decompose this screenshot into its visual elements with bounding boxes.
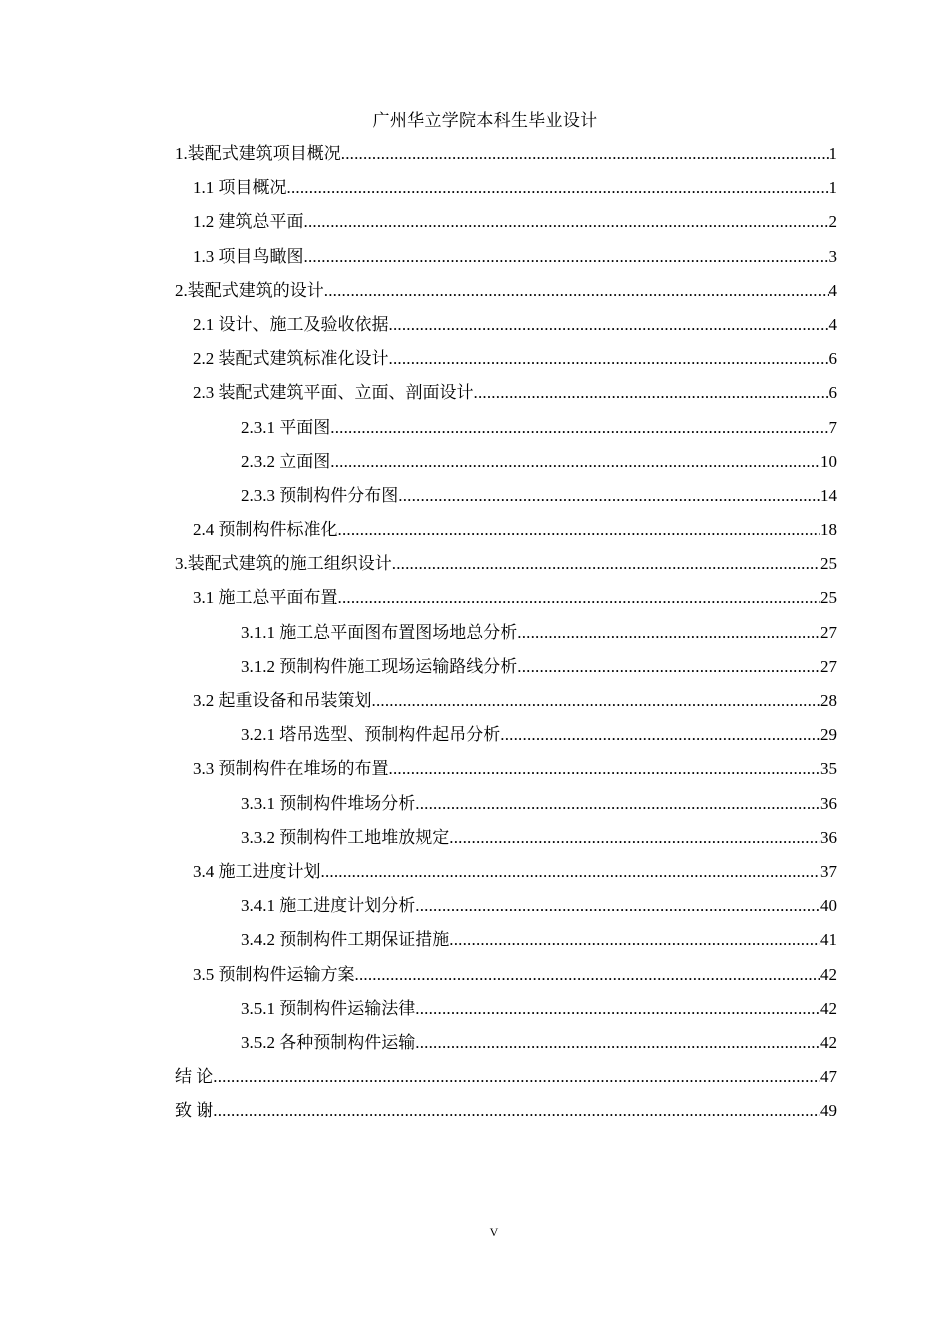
toc-entry-page-number: 42 xyxy=(820,1032,837,1052)
toc-entry-title: 3.3.1 预制构件堆场分析 xyxy=(241,793,416,813)
page-number: V xyxy=(489,1225,499,1239)
toc-entry-page-number: 7 xyxy=(828,417,837,437)
toc-entry[interactable] xyxy=(175,279,837,313)
toc-entry-title: 2.3.1 平面图 xyxy=(241,417,331,437)
toc-entry[interactable] xyxy=(175,1065,837,1099)
toc-entry-page-number: 27 xyxy=(820,656,837,676)
toc-entry-page-number: 35 xyxy=(820,759,837,779)
toc-entry-page-number: 18 xyxy=(820,520,837,540)
toc-entry[interactable] xyxy=(175,928,837,962)
toc-entry-page-number: 25 xyxy=(820,554,837,574)
toc-entry-title: 2.2 装配式建筑标准化设计 xyxy=(193,349,389,369)
toc-entry[interactable] xyxy=(175,313,837,347)
toc-entry-page-number: 40 xyxy=(820,896,837,916)
table-of-contents xyxy=(175,142,837,1133)
toc-dot-leader xyxy=(304,245,829,269)
toc-entry-page-number: 6 xyxy=(828,383,837,403)
toc-entry-title: 3.5.1 预制构件运输法律 xyxy=(241,998,416,1018)
toc-entry[interactable] xyxy=(175,860,837,894)
toc-entry-title: 2.4 预制构件标准化 xyxy=(193,520,338,540)
toc-dot-leader xyxy=(392,552,820,576)
toc-entry[interactable] xyxy=(175,347,837,381)
toc-dot-leader xyxy=(321,860,821,884)
toc-entry[interactable] xyxy=(175,826,837,860)
toc-entry-page-number: 6 xyxy=(828,349,837,369)
toc-dot-leader xyxy=(341,142,829,166)
toc-dot-leader xyxy=(474,381,829,405)
toc-entry[interactable] xyxy=(175,997,837,1031)
toc-entry-title: 3.1 施工总平面布置 xyxy=(193,588,338,608)
toc-entry-page-number: 1 xyxy=(828,144,837,163)
toc-dot-leader xyxy=(304,210,829,234)
toc-entry-page-number: 4 xyxy=(828,314,837,334)
toc-entry[interactable] xyxy=(175,757,837,791)
toc-entry-title: 2.1 设计、施工及验收依据 xyxy=(193,314,389,334)
toc-entry[interactable] xyxy=(175,689,837,723)
toc-entry-title: 2.3.2 立面图 xyxy=(241,451,331,471)
toc-dot-leader xyxy=(415,997,820,1021)
toc-dot-leader xyxy=(372,689,821,713)
toc-dot-leader xyxy=(213,1065,820,1089)
toc-entry-title: 3.3.2 预制构件工地堆放规定 xyxy=(241,827,450,847)
toc-entry-title: 1.2 建筑总平面 xyxy=(193,212,304,232)
toc-entry-title: 3.4 施工进度计划 xyxy=(193,861,321,881)
toc-entry-page-number: 47 xyxy=(820,1067,837,1087)
toc-dot-leader xyxy=(415,894,820,918)
toc-dot-leader xyxy=(213,1099,820,1123)
toc-dot-leader xyxy=(415,1031,820,1055)
toc-entry-page-number: 37 xyxy=(820,861,837,881)
toc-entry[interactable] xyxy=(175,792,837,826)
toc-entry-page-number: 4 xyxy=(828,280,837,300)
toc-entry[interactable] xyxy=(175,1031,837,1065)
toc-entry-page-number: 27 xyxy=(820,622,837,642)
toc-entry-title: 1.装配式建筑项目概况 xyxy=(175,144,341,163)
toc-dot-leader xyxy=(449,928,820,952)
toc-entry-page-number: 42 xyxy=(820,964,837,984)
toc-entry[interactable] xyxy=(175,245,837,279)
toc-entry[interactable] xyxy=(175,381,837,415)
toc-dot-leader xyxy=(330,416,828,440)
toc-entry[interactable] xyxy=(175,586,837,620)
toc-entry[interactable] xyxy=(175,450,837,484)
toc-entry-page-number: 14 xyxy=(820,485,837,505)
toc-entry[interactable] xyxy=(175,518,837,552)
toc-entry-title: 3.4.1 施工进度计划分析 xyxy=(241,896,416,916)
toc-entry-title: 3.5.2 各种预制构件运输 xyxy=(241,1032,416,1052)
toc-dot-leader xyxy=(415,792,820,816)
page-header-title: 广州华立学院本科生毕业设计 xyxy=(372,111,598,130)
toc-dot-leader xyxy=(398,484,820,508)
toc-dot-leader xyxy=(500,723,820,747)
toc-entry-title: 2.3.3 预制构件分布图 xyxy=(241,485,399,505)
toc-entry[interactable] xyxy=(175,894,837,928)
toc-dot-leader xyxy=(517,655,820,679)
toc-entry-title: 2.装配式建筑的设计 xyxy=(175,280,324,300)
toc-entry-title: 结 论 xyxy=(175,1067,214,1087)
toc-dot-leader xyxy=(389,347,829,371)
toc-dot-leader xyxy=(355,963,821,987)
toc-dot-leader xyxy=(338,518,821,542)
toc-entry-page-number: 28 xyxy=(820,691,837,710)
toc-entry-title: 1.1 项目概况 xyxy=(193,178,287,198)
toc-entry-title: 3.3 预制构件在堆场的布置 xyxy=(193,759,389,779)
toc-dot-leader xyxy=(338,586,821,610)
toc-entry-page-number: 1 xyxy=(828,178,837,198)
toc-entry-page-number: 36 xyxy=(820,793,837,813)
toc-dot-leader xyxy=(389,757,821,781)
toc-entry[interactable] xyxy=(175,723,837,757)
toc-entry-title: 致 谢 xyxy=(175,1101,214,1121)
toc-entry-page-number: 2 xyxy=(828,212,837,232)
toc-entry-page-number: 3 xyxy=(828,246,837,266)
toc-entry-title: 3.2.1 塔吊选型、预制构件起吊分析 xyxy=(241,725,501,745)
toc-entry[interactable] xyxy=(175,176,837,210)
toc-entry[interactable] xyxy=(175,552,837,586)
toc-dot-leader xyxy=(449,826,820,850)
toc-entry-title: 2.3 装配式建筑平面、立面、剖面设计 xyxy=(193,383,474,403)
toc-dot-leader xyxy=(517,621,820,645)
toc-entry-title: 3.1.1 施工总平面图布置图场地总分析 xyxy=(241,622,518,642)
toc-entry[interactable] xyxy=(175,416,837,450)
toc-entry-title: 3.2 起重设备和吊装策划 xyxy=(193,691,372,710)
toc-entry-title: 3.装配式建筑的施工组织设计 xyxy=(175,554,392,574)
toc-entry-page-number: 41 xyxy=(820,930,837,950)
toc-entry-title: 3.5 预制构件运输方案 xyxy=(193,964,355,984)
toc-entry-page-number: 42 xyxy=(820,998,837,1018)
toc-entry-page-number: 49 xyxy=(820,1101,837,1121)
toc-entry-title: 1.3 项目鸟瞰图 xyxy=(193,246,304,266)
toc-entry-page-number: 29 xyxy=(820,725,837,745)
toc-entry[interactable] xyxy=(175,142,837,176)
toc-entry-title: 3.4.2 预制构件工期保证措施 xyxy=(241,930,450,950)
toc-dot-leader xyxy=(330,450,820,474)
toc-dot-leader xyxy=(287,176,829,200)
toc-entry[interactable] xyxy=(175,484,837,518)
toc-entry[interactable] xyxy=(175,1099,837,1133)
toc-dot-leader xyxy=(324,279,829,303)
toc-entry[interactable] xyxy=(175,655,837,689)
toc-dot-leader xyxy=(389,313,829,337)
toc-entry[interactable] xyxy=(175,963,837,997)
toc-entry-page-number: 36 xyxy=(820,827,837,847)
toc-entry[interactable] xyxy=(175,210,837,244)
toc-entry-page-number: 10 xyxy=(820,451,837,471)
toc-entry[interactable] xyxy=(175,621,837,655)
toc-entry-page-number: 25 xyxy=(820,588,837,608)
toc-entry-title: 3.1.2 预制构件施工现场运输路线分析 xyxy=(241,656,518,676)
